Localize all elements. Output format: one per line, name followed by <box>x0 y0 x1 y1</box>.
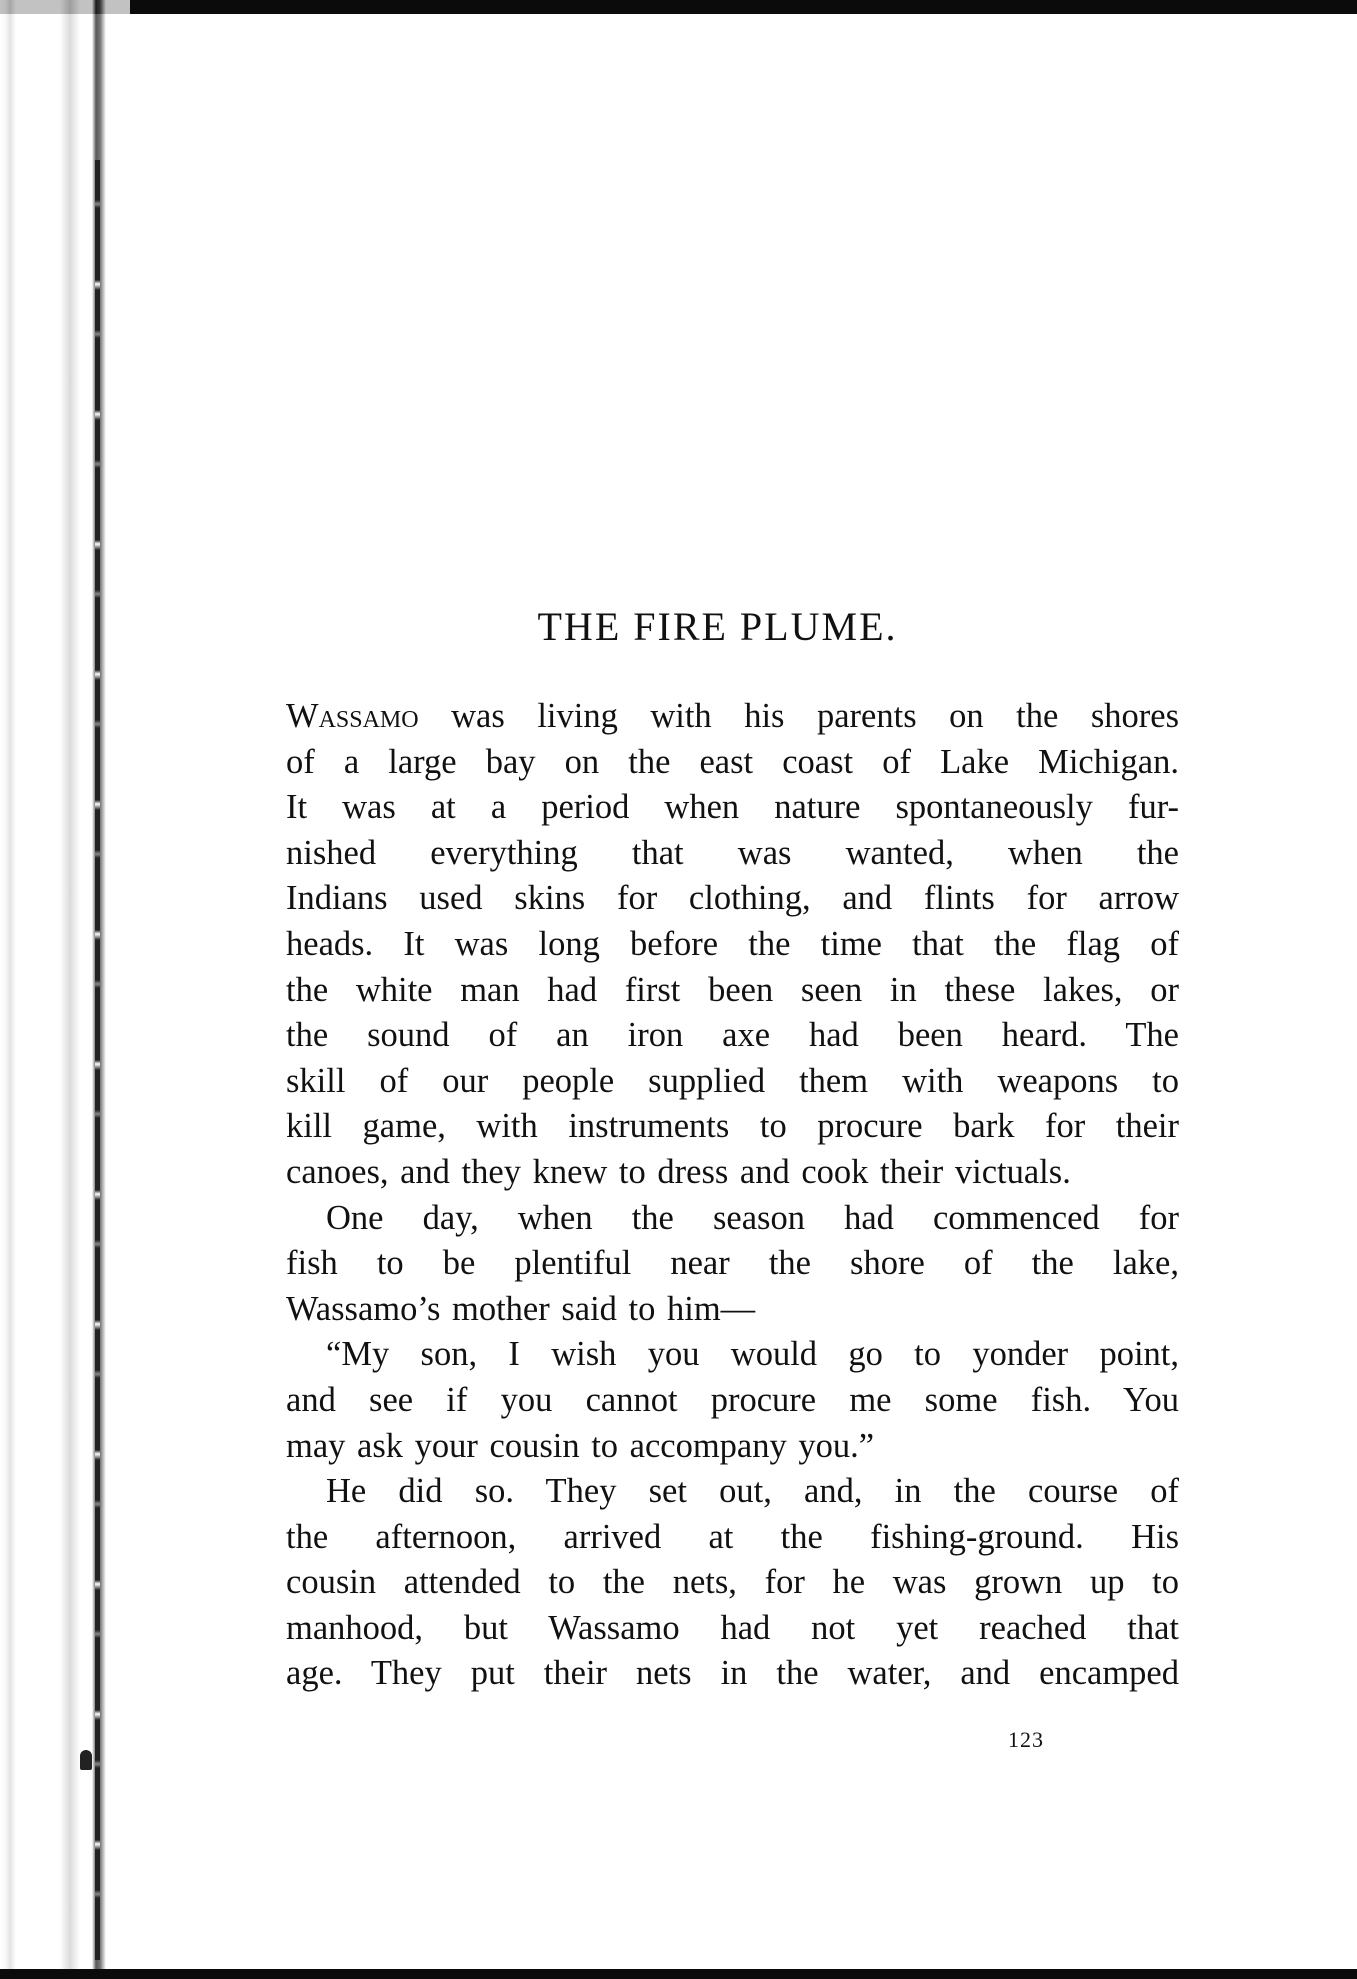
paragraph-3 <box>286 1332 1179 1469</box>
page-number: 123 <box>1008 1727 1044 1752</box>
text-line: canoes, and they knew to dress and cook their victuals. <box>286 1152 1071 1191</box>
text-line: manhood, but Wassamo had not yet reached that <box>286 1608 1179 1647</box>
text-line: of a large bay on the east coast of Lake Michigan. <box>286 742 1179 781</box>
scan-binding-shadow <box>0 0 130 1979</box>
text-line: Indians used skins for clothing, and flints for arrow <box>286 879 1179 918</box>
paragraph-2 <box>286 1196 1179 1333</box>
text-line: He did so. They set out, and, in the course of <box>326 1472 1179 1511</box>
text-line: the sound of an iron axe had been heard. The <box>286 1016 1179 1055</box>
scan-gutter-mark <box>80 1750 92 1770</box>
text-line: It was at a period when nature spontaneously fur- <box>286 788 1179 827</box>
text-line: and see if you cannot procure me some fish. You <box>286 1380 1179 1419</box>
scan-spine-line <box>95 160 100 1960</box>
scan-top-edge <box>0 0 1357 14</box>
text-line: age. They put their nets in the water, and encamped <box>286 1654 1179 1693</box>
text-line: the afternoon, arrived at the fishing-ground. His <box>286 1517 1179 1556</box>
paragraph-1 <box>286 694 1179 1196</box>
text-line: the white man had first been seen in these lakes, or <box>286 970 1179 1009</box>
text-line: fish to be plentiful near the shore of the lake, <box>286 1244 1179 1283</box>
text-line: kill game, with instruments to procure bark for their <box>286 1107 1179 1146</box>
body-text <box>286 694 1179 1697</box>
text-line: One day, when the season had commenced for <box>326 1198 1179 1237</box>
paragraph-4 <box>286 1469 1179 1697</box>
text-line-rest: was living with his parents on the shores <box>418 697 1179 735</box>
text-line: Wassamo’s mother said to him— <box>286 1289 756 1328</box>
text-line: may ask your cousin to accompany you.” <box>286 1426 875 1465</box>
text-line: skill of our people supplied them with weapons to <box>286 1061 1179 1100</box>
text-line: cousin attended to the nets, for he was grown up to <box>286 1563 1179 1602</box>
page-title: THE FIRE PLUME. <box>537 604 898 649</box>
scan-bottom-edge <box>0 1969 1357 1979</box>
text-line <box>286 694 1179 740</box>
text-line: nished everything that was wanted, when the <box>286 833 1179 872</box>
text-line: “My son, I wish you would go to yonder point, <box>326 1335 1179 1374</box>
text-line: heads. It was long before the time that the flag of <box>286 924 1179 963</box>
opening-word: Wassamo <box>286 697 419 735</box>
